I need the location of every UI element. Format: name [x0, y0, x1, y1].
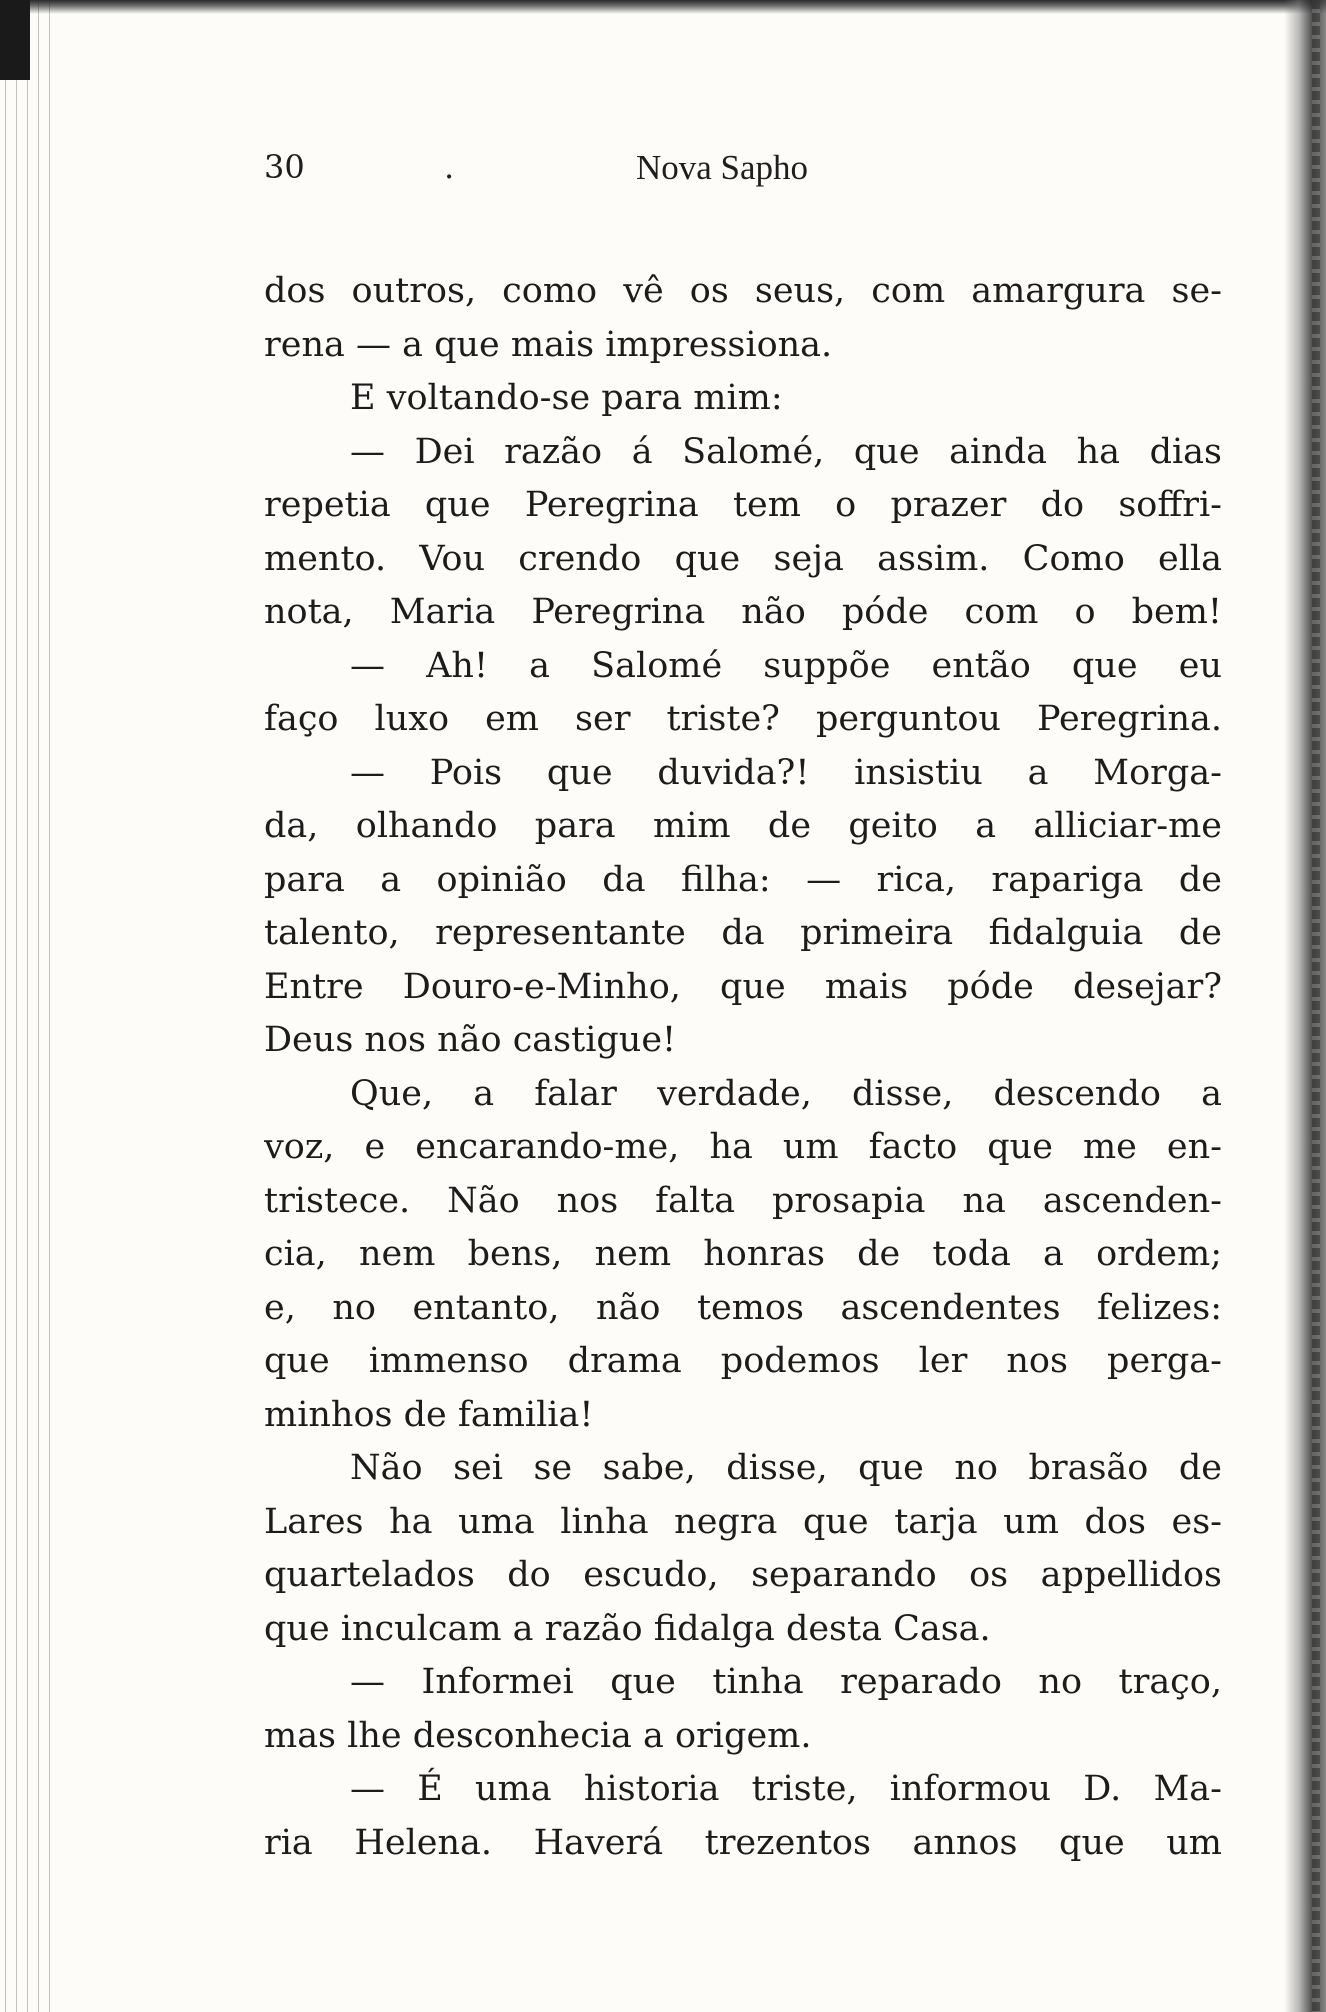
text-line: e, no entanto, não temos ascendentes felizes: [264, 1287, 1222, 1328]
text-line: que inculcam a razão fidalga desta Casa. [264, 1608, 991, 1649]
text-line: nota, Maria Peregrina não póde com o bem! [264, 592, 1222, 632]
text-line: Deus nos não castigue! [264, 1020, 677, 1060]
text-line: ria Helena. Haverá trezentos annos que um [264, 1822, 1222, 1863]
text-line: que immenso drama podemos ler nos perga- [264, 1341, 1222, 1381]
text-line: Não sei se sabe, disse, que no brasão de [350, 1448, 1222, 1488]
page-left-edge [0, 0, 58, 2012]
text-line: — Informei que tinha reparado no traço, [350, 1662, 1222, 1702]
book-title: Nova Sapho [636, 148, 809, 187]
text-line: — Dei razão á Salomé, que ainda ha dias [350, 431, 1222, 472]
text-line: quartelados do escudo, separando os appellidos [264, 1555, 1222, 1595]
running-head [264, 148, 1224, 192]
text-line: mento. Vou crendo que seja assim. Como ella [264, 538, 1222, 579]
text-line: — Pois que duvida?! insistiu a Morga- [350, 752, 1222, 793]
text-line: E voltando-se para mim: [350, 378, 783, 418]
text-line: tristece. Não nos falta prosapia na ascenden- [264, 1180, 1222, 1221]
text-line: minhos de familia! [264, 1394, 594, 1435]
text-line: talento, representante da primeira fidalguia de [264, 913, 1222, 953]
page-right-binding [1312, 0, 1320, 2012]
text-line: da, olhando para mim de geito a alliciar-me [264, 806, 1222, 846]
text-line: Que, a falar verdade, disse, descendo a [350, 1073, 1222, 1114]
body-text [264, 265, 1222, 1870]
page-corner-shadow [0, 0, 30, 80]
text-line: rena — a que mais impressiona. [264, 324, 833, 365]
text-line: mas lhe desconhecia a origem. [264, 1715, 812, 1756]
text-line: faço luxo em ser triste? perguntou Peregrina. [264, 699, 1222, 739]
text-line: voz, e encarando-me, ha um facto que me en- [264, 1127, 1222, 1167]
text-line: Entre Douro-e-Minho, que mais póde desejar? [264, 966, 1222, 1007]
page-number: 30 [264, 148, 305, 186]
text-line: para a opinião da filha: — rica, rapariga de [264, 859, 1222, 900]
text-line: Lares ha uma linha negra que tarja um dos es- [264, 1501, 1222, 1542]
text-line: dos outros, como vê os seus, com amargura se- [264, 271, 1222, 311]
text-line: — É uma historia triste, informou D. Ma- [350, 1769, 1222, 1809]
text-line: — Ah! a Salomé suppõe então que eu [350, 645, 1222, 686]
text-line: cia, nem bens, nem honras de toda a ordem; [264, 1234, 1222, 1274]
header-dot: . [444, 148, 455, 186]
text-line: repetia que Peregrina tem o prazer do soffri- [264, 485, 1222, 525]
page-top-edge [0, 0, 1326, 14]
